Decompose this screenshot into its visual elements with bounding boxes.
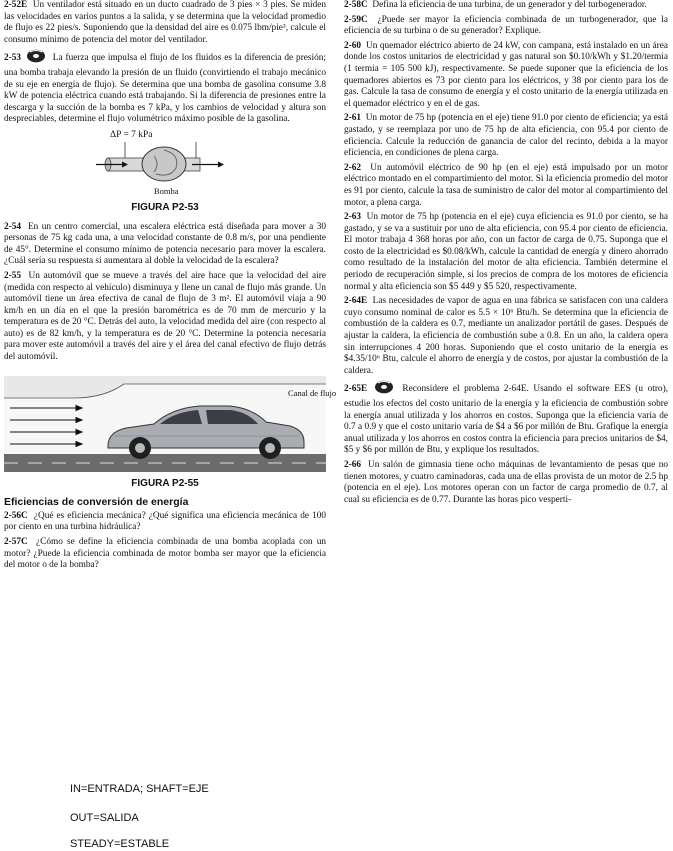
problem-2-60: [344, 41, 668, 111]
problem-number: 2-65E: [344, 384, 368, 395]
cd-icon: [374, 380, 394, 399]
right-column: [344, 0, 668, 508]
problem-number: 2-57C: [4, 537, 28, 548]
left-column: [4, 0, 337, 574]
problem-number: 2-55: [4, 270, 22, 281]
problem-text: Un motor de 75 hp (potencia en el eje) cuya eficiencia es 91.0 por ciento, se ha gastado, y se va a sustituir por uno de alta eficiencia, con 95.4 por ciento de eficiencia. El motor trabaja 4 368 horas por año, con un factor de carga de 0.75. Suponga que el costo de la electricidad es $0.08/kWh, calcule la cantidad de energía y dinero ahorrado como resultado de la instalación del motor de alta eficiencia. También determine el periodo de recuperación simple, si los precios de compra de los motores de eficiencia normal y alta eficiencia son $5 449 y $5 520, respectivamente.: [344, 212, 668, 292]
problem-2-65E: [344, 380, 668, 457]
problem-text: Reconsidere el problema 2-64E. Usando el software EES (u otro), estudie los efectos del costo unitario de la energía y la eficiencia de combustión sobre la energía anual utilizada y los ahorros en costos. Suponga que la eficiencia varía de 0.7 a 0.9 y que el costo unitario varía de $4 a $6 por millón de Btu. Grafique la energía anual utilizada y los ahorros en costos contra la eficiencia para precios unitarios de $4, $5 y $6 por millón de Btu, y explique los resultados.: [344, 384, 668, 456]
pump-label: Bomba: [154, 185, 179, 196]
problem-text: En un centro comercial, una escalera eléctrica está diseñada para mover a 30 personas de 75 kg cada una, a una velocidad constante de 0.8 m/s, por una pendiente de 45°. Determine el consumo mínimo de potencia necesario para mover la escalera. ¿Cuál sería su respuesta si aumentara al doble la velocidad de la escalera?: [4, 221, 326, 267]
section-title: Eficiencias de conversión de energía: [4, 496, 189, 509]
problem-2-54: [4, 222, 326, 268]
problem-text: ¿Qué es eficiencia mecánica? ¿Qué significa una eficiencia mecánica de 100 por ciento en una turbina hidráulica?: [4, 510, 326, 533]
figure-p2-53: [4, 128, 326, 200]
problem-text: Un motor de 75 hp (potencia en el eje) tiene 91.0 por ciento de eficiencia; ya está gastado, y se reemplaza por uno de 75 hp de alta eficiencia, con 95.4 por ciento de eficiencia. Calcule la reducción de ganancia de calor del recinto, debida a la mayor eficiencia, en condiciones de plena carga.: [344, 113, 668, 159]
problem-2-59C: [344, 15, 668, 38]
problem-number: 2-58C: [344, 0, 368, 10]
problem-number: 2-66: [344, 459, 362, 470]
problem-text: La fuerza que impulsa el flujo de los fluidos es la diferencia de presión; una bomba trabaja elevando la presión de un fluido (convirtiendo el trabajo mecánico de su eje en energía de flujo). Se determina que una bomba de gasolina consume 3.8 kW de potencia eléctrica cuando está trabajando. Si la diferencia de presiones entre la descarga y la succión de la bomba es 7 kPa, y los cambios de velocidad y altura son despreciables, determine el flujo volumétrico máximo posible de la gasolina.: [4, 53, 326, 125]
problem-2-56C: [4, 511, 326, 534]
note-line-1: IN=ENTRADA; SHAFT=EJE: [70, 783, 209, 795]
problem-number: 2-64E: [344, 296, 368, 307]
problem-text: ¿Puede ser mayor la eficiencia combinada de un turbogenerador, que la eficiencia de su turbina o de su generador? Explique.: [344, 14, 668, 37]
car-flow-diagram: [4, 376, 337, 472]
problem-2-55: [4, 271, 326, 364]
problem-2-61: [344, 113, 668, 159]
problem-text: Un ventilador está situado en un ducto cuadrado de 3 pies × 3 pies. Se miden las velocidades en varios puntos a la salida, y se determina que la velocidad promedio de flujo es 22 pies/s. Suponiendo que la densidad del aire es 0.075 lbm/pie³, calcule el consumo mínimo de potencia del motor del ventilador.: [4, 0, 326, 45]
problem-text: ¿Cómo se define la eficiencia combinada de una bomba acoplada con un motor? ¿Puede la eficiencia combinada de motor bomba ser mayor que la eficiencia del motor o de la bomba?: [4, 537, 326, 571]
problem-2-57C: [4, 537, 326, 572]
problem-2-53: [4, 49, 326, 126]
problem-number: 2-62: [344, 162, 362, 173]
pump-diagram: [4, 128, 326, 200]
problem-text: Un automóvil eléctrico de 90 hp (en el eje) está impulsado por un motor eléctrico montado en el compartimiento del motor. Si la eficiencia promedio del motor es 91 por ciento, calcule la tasa de suministro de calor del motor al compartimiento del motor, a plena carga.: [344, 162, 669, 208]
figure-caption: FIGURA P2-53: [131, 201, 199, 213]
problem-number: 2-59C: [344, 14, 368, 25]
note-line-2: OUT=SALIDA: [70, 812, 139, 824]
problem-2-58C: [344, 0, 668, 12]
problem-number: 2-60: [344, 40, 362, 51]
problem-number: 2-56C: [4, 510, 28, 521]
problem-2-66: [344, 460, 668, 506]
problem-number: 2-63: [344, 212, 362, 223]
cd-icon: [26, 49, 46, 68]
problem-text: Un automóvil que se mueve a través del aire hace que la velocidad del aire (medida con respecto al vehículo) disminuya y llene un canal de flujo más grande. Un automóvil tiene un área efectiva de canal de flujo de 3 m². El automóvil viaja a 90 km/h en un día en el que la presión barométrica es de 70 mm de mercurio y la temperatura es de 20 °C. Detrás del auto, la velocidad medida del aire (con respecto al auto) es de 82 km/h, y la temperatura es de 20 °C. Determine la potencia necesaria para mover este automóvil a través del aire y el área del canal efectivo de flujo detrás del automóvil.: [4, 270, 326, 363]
figure-caption: FIGURA P2-55: [131, 477, 199, 489]
problem-number: 2-52E: [4, 0, 28, 10]
problem-number: 2-54: [4, 221, 22, 232]
note-line-3: STEADY=ESTABLE: [70, 838, 170, 850]
problem-text: Las necesidades de vapor de agua en una fábrica se satisfacen con una caldera cuyo consumo nominal de calor es 5.5 × 10⁶ Btu/h. Se determina que la eficiencia de combustión de la caldera es 0.7, mediante un analizador portátil de gases. Después de ajustar la caldera, la eficiencia de combustión sube a 0.8. En un año, la caldera opera sin interrupciones 4 200 horas. Suponiendo que el costo unitario de la energía es $4.35/10⁶ Btu, calcule el ahorro de energía y de costos, por ajustar la combustión de la caldera.: [344, 296, 668, 376]
problem-2-64E: [344, 296, 668, 377]
problem-number: 2-61: [344, 113, 362, 124]
problem-number: 2-53: [4, 53, 22, 64]
problem-text: Un salón de gimnasia tiene ocho máquinas de levantamiento de pesas que no tienen motores, y cuatro caminadoras, cada una de ellas provista de un motor de 2.5 hp (potencia en el eje). Los motores operan con un factor de carga promedio de 0.7, al cual su eficiencia es de 0.77. Durante las horas pico vesperti-: [344, 459, 668, 505]
problem-2-52E: [4, 0, 326, 46]
delta-p-label: ΔP = 7 kPa: [110, 129, 153, 140]
problem-2-63: [344, 212, 668, 293]
figure-p2-55: [4, 376, 337, 472]
problem-text: Defina la eficiencia de una turbina, de un generador y del turbogenerador.: [372, 0, 647, 10]
canal-label: Canal de flujo: [288, 387, 337, 398]
problem-2-62: [344, 163, 668, 209]
problem-text: Un quemador eléctrico abierto de 24 kW, con campana, está instalado en un área donde los costos unitarios de electricidad y gas natural son $0.10/kWh y $1.20/termia (1 termia = 105 500 kJ), respectivamente. Se puede suponer que la eficiencia de los quemadores abiertos es 73 por ciento para los eléctricos, y 38 por ciento para los de gas. Calcule la tasa de consumo de energía y el costo unitario de la energía utilizada en el quemador eléctrico y en el de gas.: [344, 40, 669, 109]
